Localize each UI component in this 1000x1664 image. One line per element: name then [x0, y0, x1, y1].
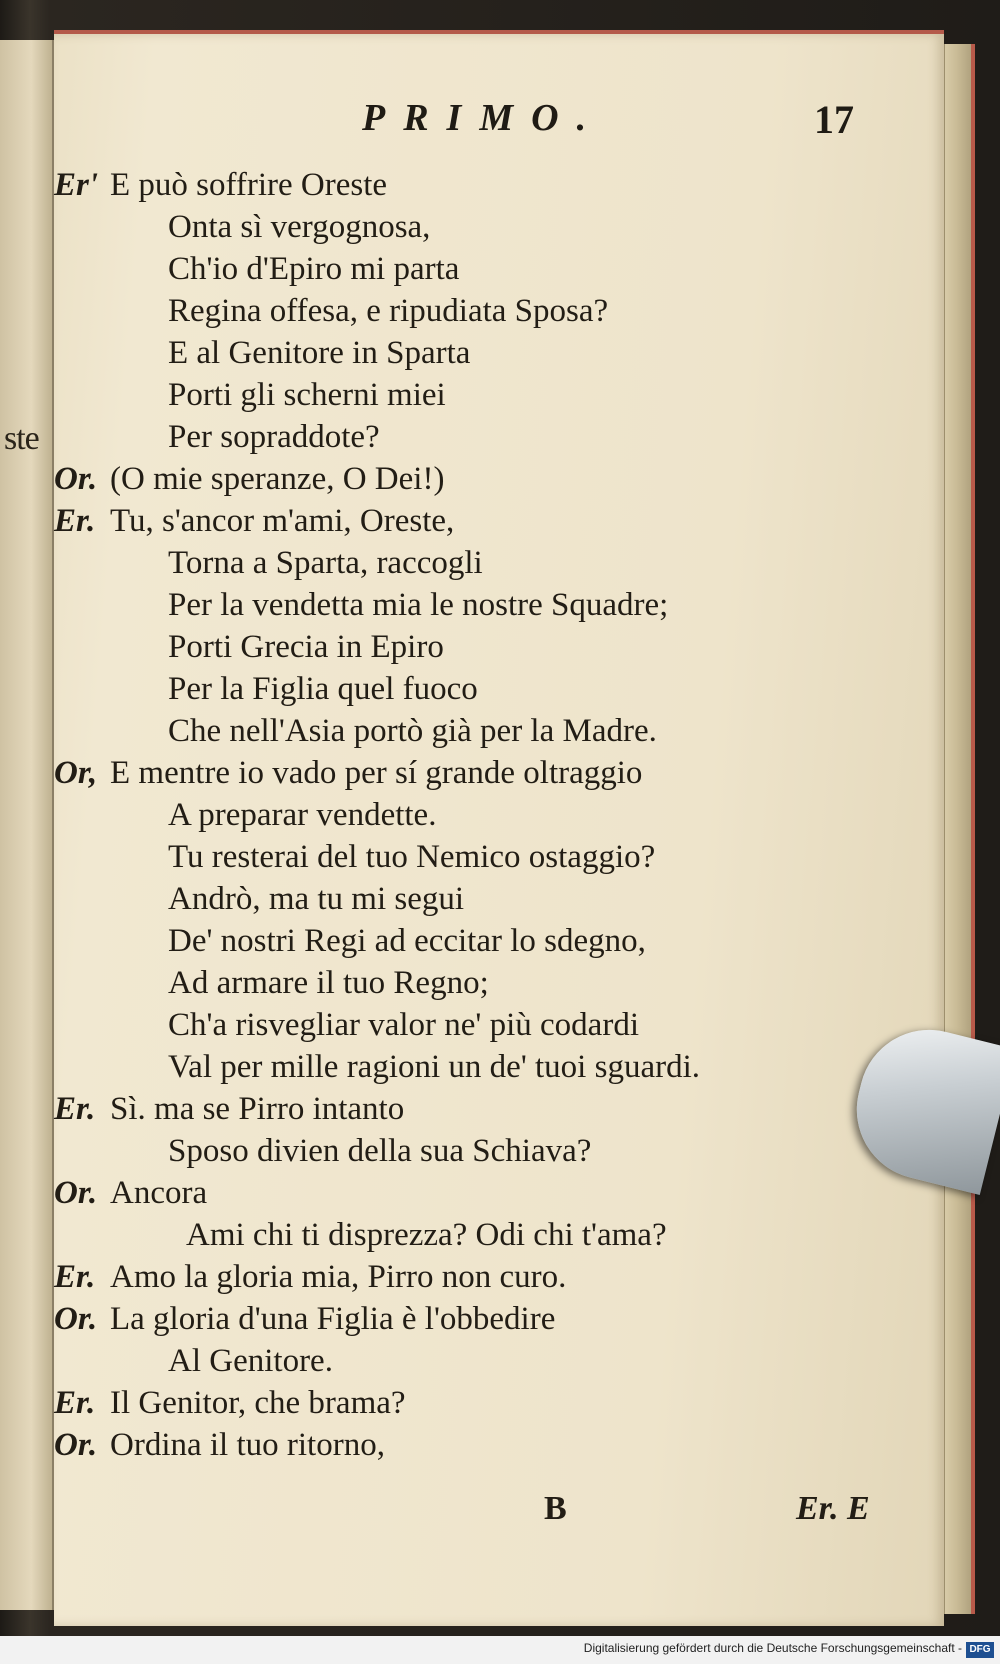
digitization-credit: Digitalisierung gefördert durch die Deutsche Forschungsgemeinschaft - [583, 1641, 962, 1655]
speaker-label: Or. [54, 461, 98, 497]
verse-line-text: Il Genitor, che brama? [110, 1385, 406, 1421]
verse-line-text: Ancora [110, 1175, 208, 1211]
verse-line [54, 1046, 944, 1088]
verse-line [54, 164, 944, 206]
verse-line [54, 710, 944, 752]
verse-line-text: E mentre io vado per sí grande oltraggio [110, 755, 643, 791]
verse-line-text: Porti gli scherni miei [168, 377, 446, 413]
verse-line [54, 1004, 944, 1046]
verse-line-text: A preparar vendette. [168, 797, 437, 833]
speaker-label: Er. [54, 1385, 96, 1421]
verse-line-text: Per sopraddote? [168, 419, 380, 455]
verse-line-text: E può soffrire Oreste [110, 167, 388, 203]
speaker-label: Er' [54, 167, 99, 203]
verse-line [54, 626, 944, 668]
verse-line [54, 752, 944, 794]
verse-line-text: Sposo divien della sua Schiava? [168, 1133, 592, 1169]
verse-line-text: Ad armare il tuo Regno; [168, 965, 489, 1001]
verse-line [54, 1256, 944, 1298]
verse-line-text: Per la vendetta mia le nostre Squadre; [168, 587, 669, 623]
verse-line [54, 962, 944, 1004]
verse-line [54, 290, 944, 332]
verse-line-text: Torna a Sparta, raccogli [168, 545, 483, 581]
verse-line-text: E al Genitore in Sparta [168, 335, 471, 371]
running-head: PRIMO. [362, 97, 605, 139]
verse-line [54, 1214, 944, 1256]
verse-line [54, 332, 944, 374]
verse-line-text: Ami chi ti disprezza? Odi chi t'ama? [186, 1217, 667, 1253]
verse-line-text: Per la Figlia quel fuoco [168, 671, 478, 707]
speaker-label: Or, [54, 755, 98, 791]
verse-line [54, 1172, 944, 1214]
verse-line [54, 836, 944, 878]
speaker-label: Or. [54, 1175, 98, 1211]
verse-line-text: Al Genitore. [168, 1343, 333, 1379]
verse-line [54, 878, 944, 920]
verse-line [54, 1298, 944, 1340]
page-stack-edge [944, 44, 975, 1614]
verse-line [54, 206, 944, 248]
verse-line-text: Tu, s'ancor m'ami, Oreste, [110, 503, 455, 539]
signature-mark: B [544, 1490, 567, 1527]
catchword: Er. E [796, 1490, 870, 1527]
left-page-text-fragment: ste [4, 420, 39, 457]
page-footer [54, 1490, 944, 1540]
verse-line-text: Onta sì vergognosa, [168, 209, 431, 245]
verse-line-text: Regina offesa, e ripudiata Sposa? [168, 293, 609, 329]
verse-line-text: Che nell'Asia portò già per la Madre. [168, 713, 657, 749]
verse-line-text: Sì. ma se Pirro intanto [110, 1091, 405, 1127]
verse-line-text: Amo la gloria mia, Pirro non curo. [110, 1259, 567, 1295]
speaker-label: Or. [54, 1427, 98, 1463]
speaker-label: Er. [54, 1259, 96, 1295]
dfg-logo: DFG [966, 1642, 994, 1658]
verse-line [54, 1088, 944, 1130]
page-number: 17 [814, 97, 854, 142]
verse-line [54, 542, 944, 584]
verse-line [54, 668, 944, 710]
verse-line-text: Ch'a risvegliar valor ne' più codardi [168, 1007, 639, 1043]
verse-line [54, 500, 944, 542]
speaker-label: Er. [54, 1091, 96, 1127]
verse-line [54, 374, 944, 416]
verse-line [54, 1382, 944, 1424]
verse-line [54, 1424, 944, 1466]
credit-bar [0, 1636, 1000, 1664]
verse-text [54, 164, 944, 1466]
page-header [54, 96, 944, 156]
verse-line-text: Ordina il tuo ritorno, [110, 1427, 385, 1463]
speaker-label: Er. [54, 503, 96, 539]
left-page-edge [0, 40, 54, 1610]
book-page [54, 30, 944, 1626]
verse-line-text: Andrò, ma tu mi segui [168, 881, 465, 917]
verse-line-text: Tu resterai del tuo Nemico ostaggio? [168, 839, 656, 875]
verse-line-text: La gloria d'una Figlia è l'obbedire [110, 1301, 556, 1337]
verse-line-text: Ch'io d'Epiro mi parta [168, 251, 460, 287]
verse-line [54, 1340, 944, 1382]
verse-line [54, 584, 944, 626]
verse-line [54, 248, 944, 290]
verse-line [54, 1130, 944, 1172]
verse-line [54, 794, 944, 836]
verse-line-text: Porti Grecia in Epiro [168, 629, 444, 665]
verse-line-text: Val per mille ragioni un de' tuoi sguardi. [168, 1049, 700, 1085]
verse-line [54, 458, 944, 500]
verse-line [54, 920, 944, 962]
verse-line [54, 416, 944, 458]
verse-line-text: (O mie speranze, O Dei!) [110, 461, 445, 497]
verse-line-text: De' nostri Regi ad eccitar lo sdegno, [168, 923, 646, 959]
speaker-label: Or. [54, 1301, 98, 1337]
